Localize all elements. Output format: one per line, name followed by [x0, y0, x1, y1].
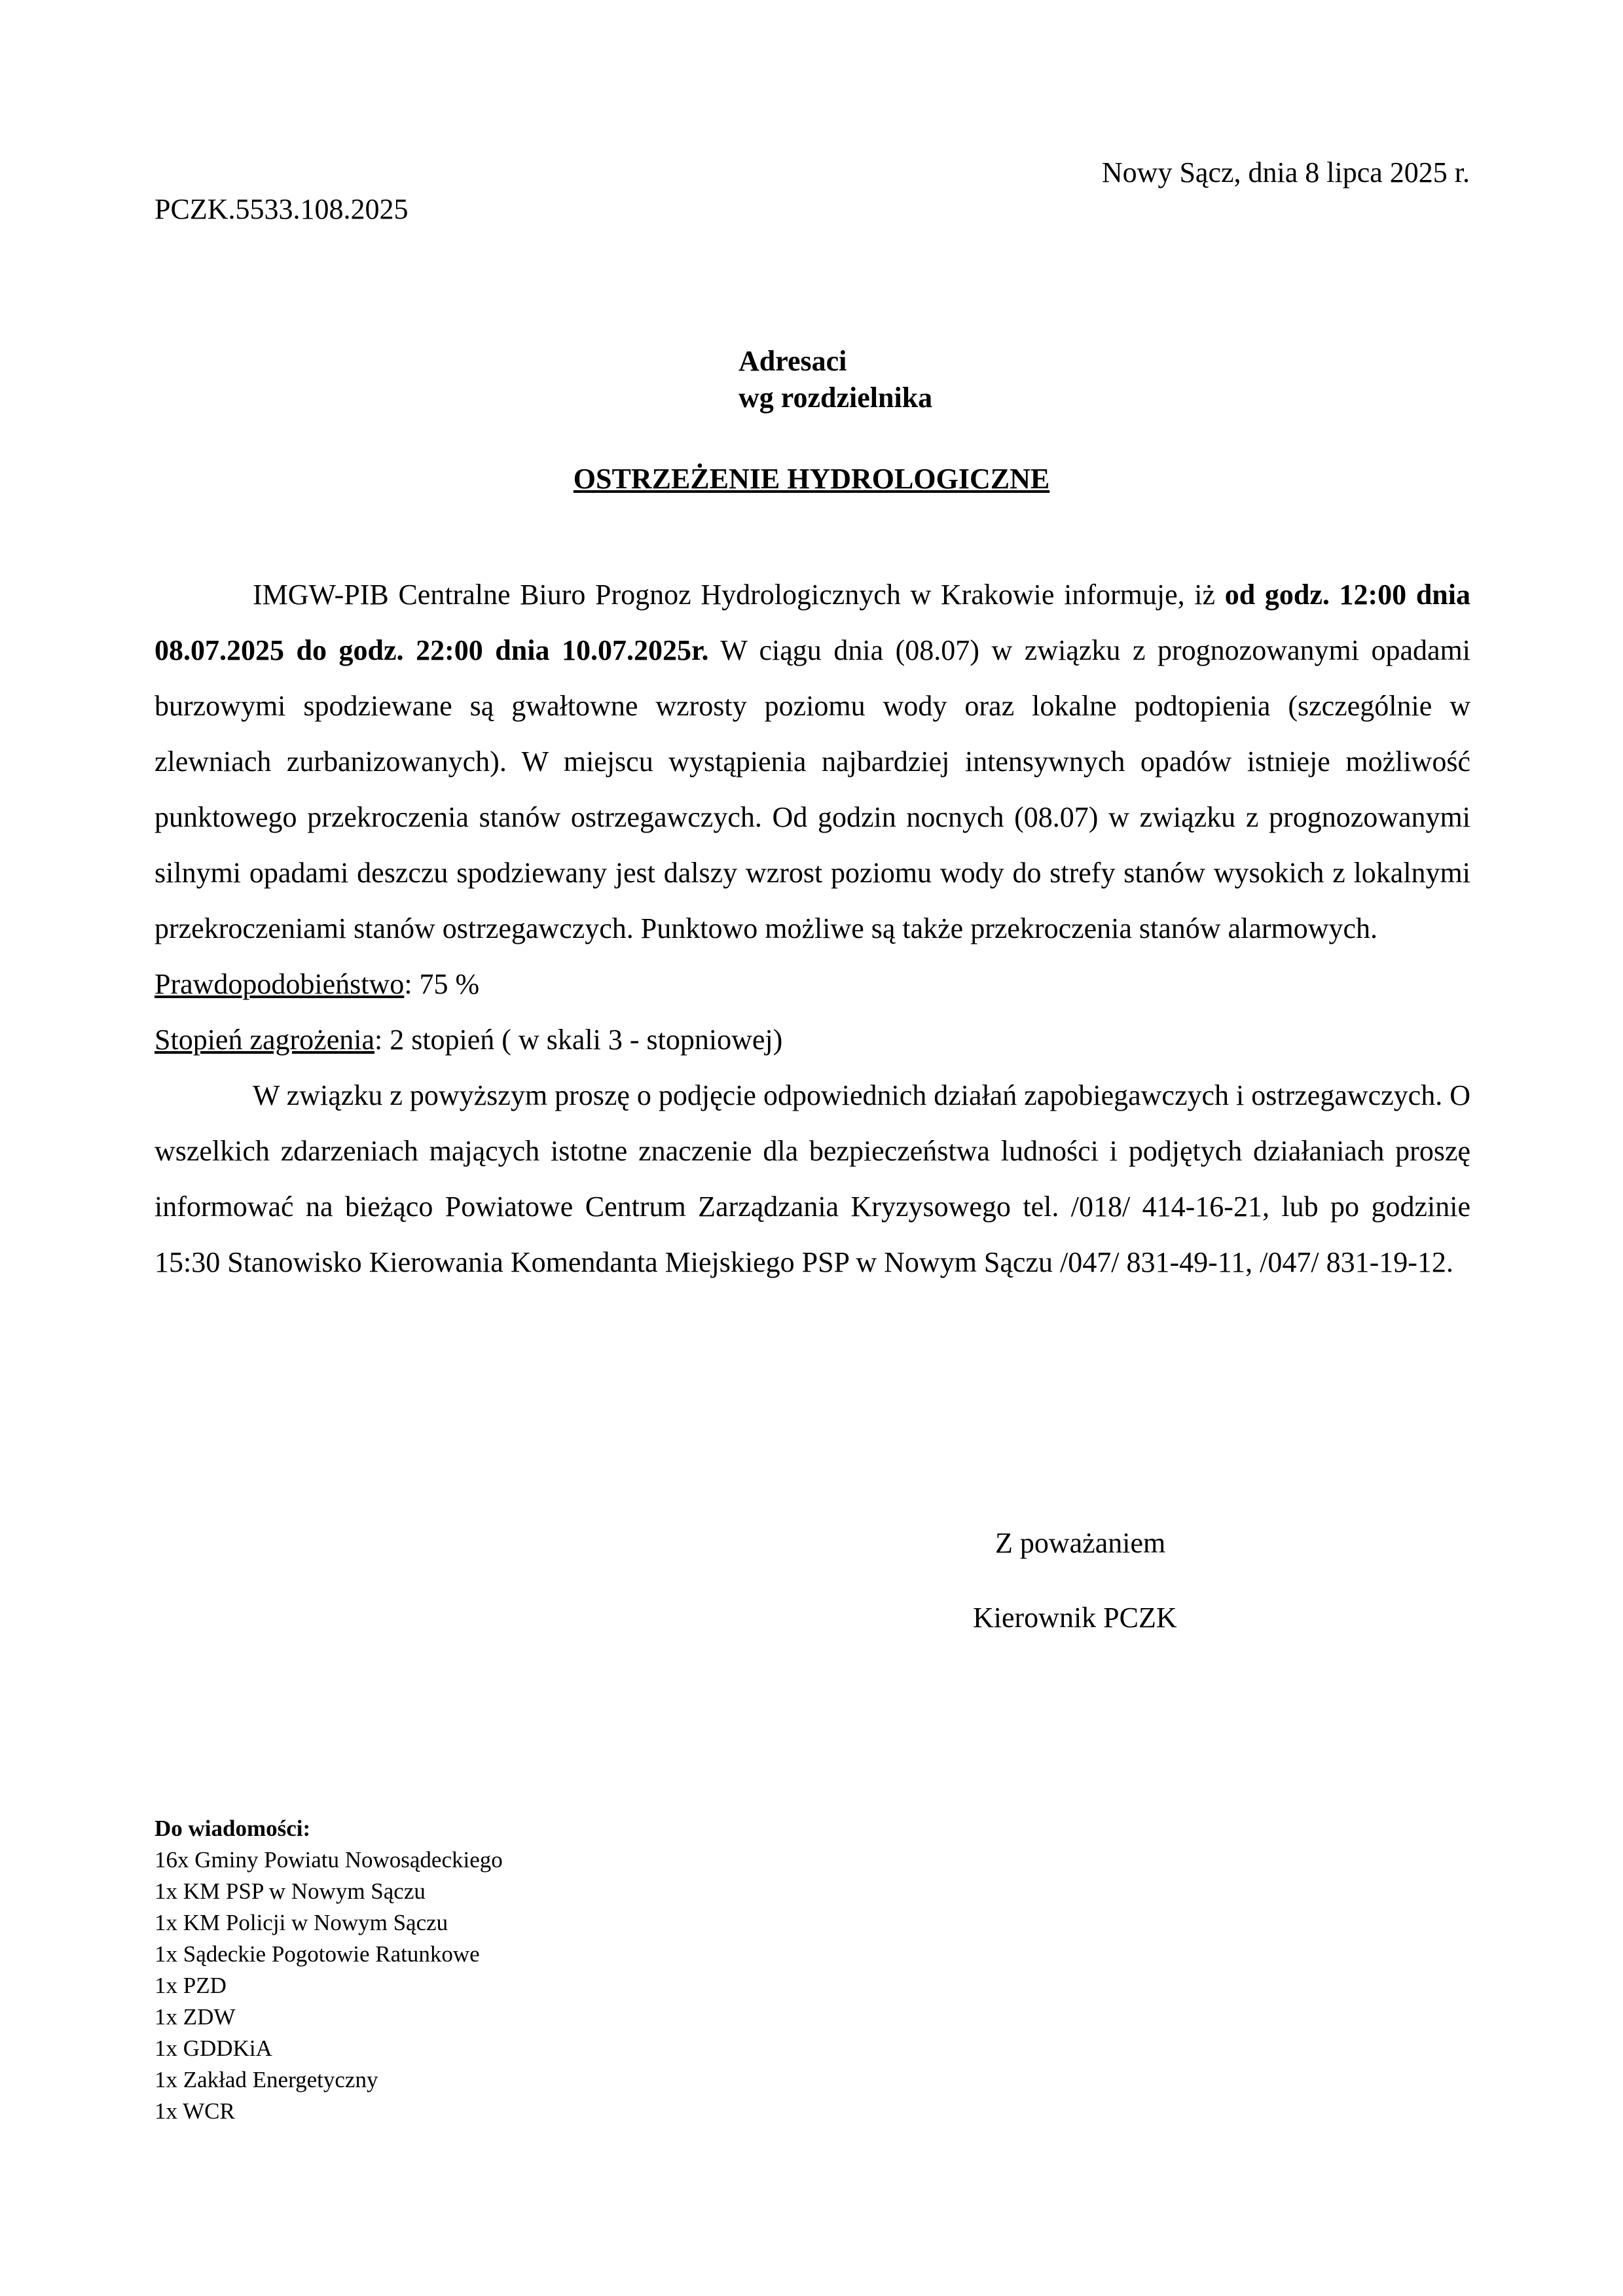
distribution-item: 1x GDDKiA [155, 2036, 272, 2061]
distribution-item: 1x ZDW [155, 2004, 236, 2030]
distribution-item: 1x Zakład Energetyczny [155, 2067, 378, 2092]
reference-number: PCZK.5533.108.2025 [155, 193, 409, 225]
place-and-date: Nowy Sącz, dnia 8 lipca 2025 r. [1101, 156, 1470, 188]
distribution-title: Do wiadomości: [155, 1816, 311, 1841]
addressees-line-1: Adresaci [739, 345, 847, 377]
document-title: OSTRZEŻENIE HYDROLOGICZNE [573, 463, 1050, 495]
probability-label: Prawdopodobieństwo [155, 968, 405, 1000]
distribution-items [155, 1844, 503, 2127]
request-paragraph: W związku z powyższym proszę o podjęcie odpowiednich działań zapobiegawczych i ostrzegawczych. O wszelkich zdarzeniach mających istotne znaczenie dla bezpieczeństwa ludności i podjętych działaniach proszę informować na bieżąco Powiatowe Centrum Zarządzania Kryzysowego tel. /018/ 414-16-21, lub po godzinie 15:30 Stanowisko Kierowania Komendanta Miejskiego PSP w Nowym Sączu /047/ 831-49-11, /047/ 831-19-12. [155, 1079, 1470, 1278]
addressees-line-2: wg rozdzielnika [739, 382, 933, 414]
probability-value: : 75 % [404, 968, 480, 1000]
signer-title: Kierownik PCZK [973, 1602, 1177, 1634]
warning-period: od godz. 12:00 dnia 08.07.2025 do godz. 22:00 dnia 10.07.2025r. [155, 579, 1470, 666]
distribution-item: 16x Gminy Powiatu Nowosądeckiego [155, 1847, 503, 1873]
distribution-item: 1x WCR [155, 2098, 235, 2124]
distribution-item: 1x Sądeckie Pogotowie Ratunkowe [155, 1941, 480, 1967]
warning-details: W ciągu dnia (08.07) w związku z prognozowanymi opadami burzowymi spodziewane są gwałtowne wzrosty poziomu wody oraz lokalne podtopienia (szczególnie w zlewniach zurbanizowanych). W miejscu wystąpienia najbardziej intensywnych opadów istnieje możliwość punktowego przekroczenia stanów ostrzegawczych. Od godzin nocnych (08.07) w związku z prognozowanymi silnymi opadami deszczu spodziewany jest dalszy wzrost poziomu wody do strefy stanów wysokich z lokalnymi przekroczeniami stanów ostrzegawczych. Punktowo możliwe są także przekroczenia stanów alarmowych. [155, 634, 1470, 944]
warning-intro: IMGW-PIB Centralne Biuro Prognoz Hydrologicznych w Krakowie informuje, iż [253, 579, 1225, 611]
warning-paragraph [155, 567, 1470, 956]
addressees-block [739, 343, 932, 416]
distribution-item: 1x PZD [155, 1973, 227, 1998]
probability-line [155, 956, 1470, 1012]
closing-greeting: Z poważaniem [995, 1527, 1166, 1559]
distribution-list [155, 1813, 503, 2127]
distribution-item: 1x KM PSP w Nowym Sączu [155, 1878, 426, 1904]
threat-level-value: : 2 stopień ( w skali 3 - stopniowej) [374, 1024, 783, 1056]
document-body [155, 567, 1470, 1290]
threat-level-line [155, 1012, 1470, 1067]
threat-level-label: Stopień zagrożenia [155, 1024, 374, 1056]
distribution-item: 1x KM Policji w Nowym Sączu [155, 1910, 448, 1935]
